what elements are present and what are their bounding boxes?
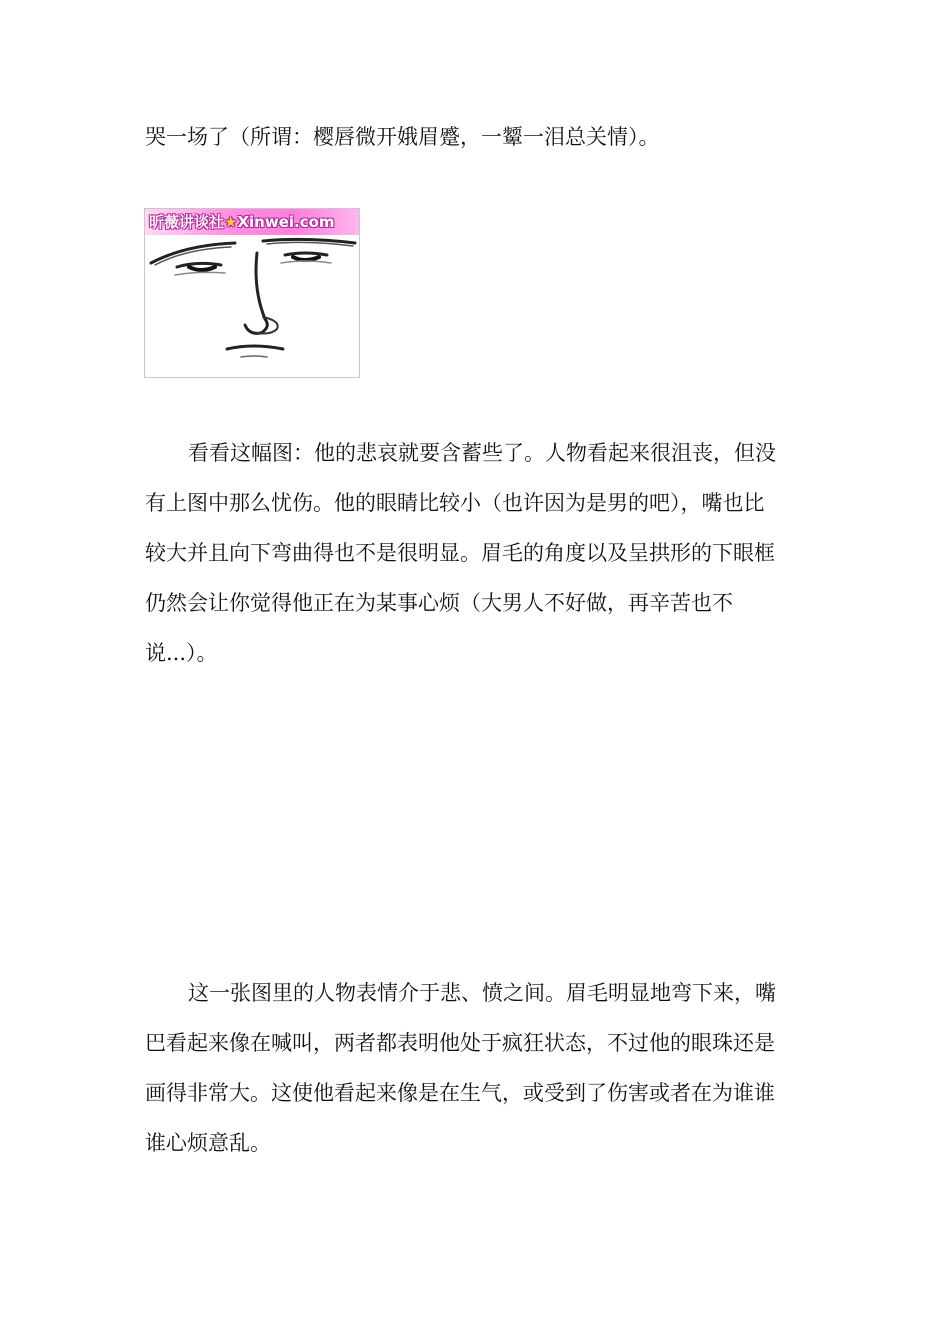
- watermark-banner: [145, 209, 359, 235]
- paragraph-line: 较大并且向下弯曲得也不是很明显。眉毛的角度以及呈拱形的下眼框: [145, 541, 775, 565]
- watermark-text: 昕薇讲谈社★Xinwei.com: [149, 213, 335, 231]
- paragraph-line: 这一张图里的人物表情介于悲、愤之间。眉毛明显地弯下来，嘴: [188, 981, 776, 1005]
- paragraph-line: 仍然会让你觉得他正在为某事心烦（大男人不好做，再辛苦也不: [145, 591, 733, 615]
- paragraph-line: 有上图中那么忧伤。他的眼睛比较小（也许因为是男的吧），嘴也比: [145, 491, 765, 515]
- paragraph-line: 谁心烦意乱。: [145, 1131, 271, 1155]
- paragraph-line: 巴看起来像在喊叫，两者都表明他处于疯狂状态，不过他的眼珠还是: [145, 1031, 775, 1055]
- star-icon: ★: [224, 213, 238, 231]
- paragraph-line: 画得非常大。这使他看起来像是在生气，或受到了伤害或者在为谁谁: [145, 1081, 775, 1105]
- face-illustration: [144, 208, 360, 378]
- paragraph-line: 哭一场了（所谓：樱唇微开娥眉蹙，一颦一泪总关情）。: [145, 125, 660, 149]
- paragraph-line: 说...）。: [145, 641, 218, 665]
- paragraph-line: 看看这幅图：他的悲哀就要含蓄些了。人物看起来很沮丧，但没: [188, 441, 776, 465]
